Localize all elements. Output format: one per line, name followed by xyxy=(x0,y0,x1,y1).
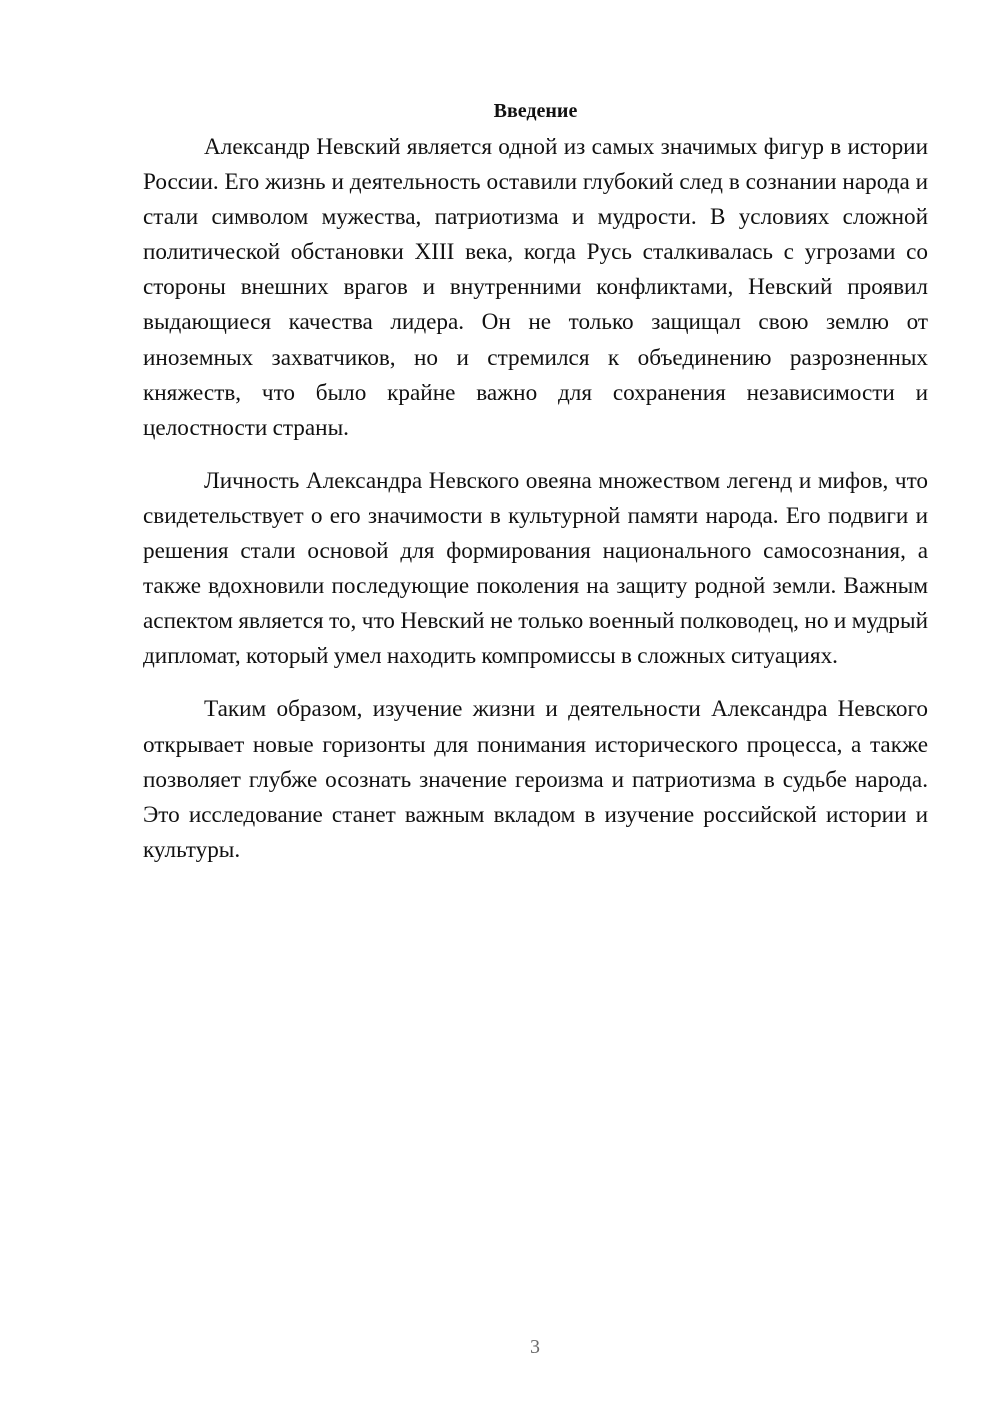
paragraph-1: Александр Невский является одной из самых значимых фигур в истории России. Его жизнь и деятельность оставили глубокий след в сознании народа и стали символом мужества, патриотизма и мудрости. В условиях сложной политической обстановки XIII века, когда Русь сталкивалась с угрозами со стороны внешних врагов и внутренними конфликтами, Невский проявил выдающиеся качества лидера. Он не только защищал свою землю от иноземных захватчиков, но и стремился к объединению разрозненных княжеств, что было крайне важно для сохранения независимости и целостности страны. xyxy=(143,134,928,441)
paragraph-3: Таким образом, изучение жизни и деятельности Александра Невского открывает новые горизонты для понимания исторического процесса, а также позволяет глубже осознать значение героизма и патриотизма в судьбе народа. Это исследование станет важным вкладом в изучение российской истории и культуры. xyxy=(143,696,928,863)
page-number: 3 xyxy=(530,1336,540,1358)
document-body xyxy=(143,96,928,886)
section-title: Введение xyxy=(493,100,578,122)
paragraph-2: Личность Александра Невского овеяна множеством легенд и мифов, что свидетельствует о его значимости в культурной памяти народа. Его подвиги и решения стали основой для формирования национального самосознания, а также вдохновили последующие поколения на защиту родной земли. Важным аспектом является то, что Невский не только военный полководец, но и мудрый дипломат, который умел находить компромиссы в сложных ситуациях. xyxy=(143,467,928,670)
